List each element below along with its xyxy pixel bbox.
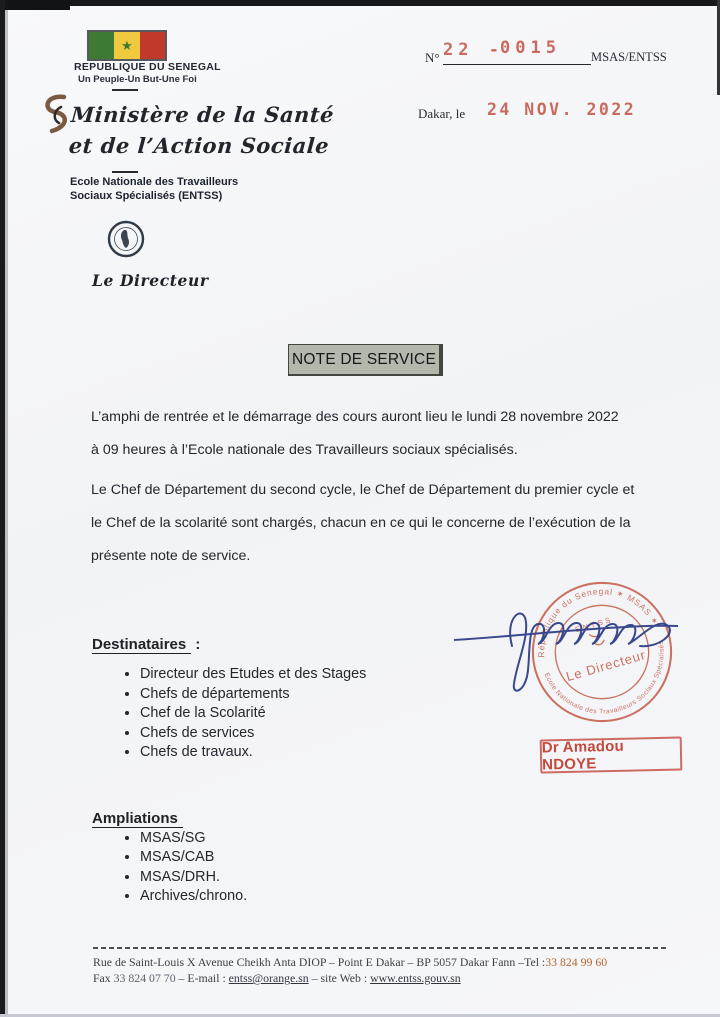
- paragraph-1-line2: à 09 heures à l’Ecole nationale des Travailleurs sociaux spécialisés.: [91, 442, 518, 458]
- list-item: • MSAS/CAB: [140, 848, 247, 867]
- school-name: [70, 176, 238, 203]
- list-item: • MSAS/SG: [140, 829, 247, 848]
- republic-title: REPUBLIQUE DU SENEGAL: [74, 61, 221, 73]
- scan-edge-top-left: [0, 0, 70, 10]
- paragraph-1-line1: L’amphi de rentrée et le démarrage des cours auront lieu le lundi 28 novembre 2022: [91, 409, 619, 425]
- reference-prefix: N°: [425, 50, 440, 65]
- footer-email-label: – E-mail :: [175, 971, 229, 985]
- reference-suffix: MSAS/ENTSS: [591, 50, 667, 64]
- scan-edge-left-shadow: [5, 0, 8, 1017]
- school-line1: Ecole Nationale des Travailleurs: [70, 176, 239, 188]
- destinataires-heading-colon: :: [191, 636, 201, 653]
- date-label: Dakar, le: [418, 106, 466, 121]
- document-title: NOTE DE SERVICE: [288, 344, 443, 376]
- director-signature: [452, 596, 682, 696]
- reference-number-stamp-2: 0015: [500, 38, 561, 58]
- director-label: Le Directeur: [92, 271, 209, 290]
- footer-website: www.entss.gouv.sn: [370, 971, 461, 985]
- reference-underline: [443, 64, 591, 65]
- ministry-line2: et de l’Action Sociale: [68, 133, 331, 158]
- director-name-stamp: Dr Amadou NDOYE: [540, 737, 683, 774]
- senegal-flag: [87, 30, 167, 61]
- flag-red-band: [140, 32, 165, 59]
- footer-address: Rue de Saint-Louis X Avenue Cheikh Anta DIOP – Point E Dakar – BP 5057 Dakar Fann –Tel :: [93, 955, 546, 969]
- paragraph-2-line1: Le Chef de Département du second cycle, le Chef de Département du premier cycle et: [91, 482, 635, 498]
- scan-edge-top: [0, 0, 720, 6]
- destinataires-heading-text: Destinataires: [92, 636, 191, 654]
- divider: [112, 171, 138, 173]
- destinataires-heading: [92, 636, 200, 653]
- list-item: • Chefs de services: [140, 724, 366, 744]
- national-motto: Un Peuple-Un But-Une Foi: [78, 74, 197, 85]
- school-line2: Sociaux Spécialisés (ENTSS): [70, 189, 223, 202]
- footer: [93, 947, 669, 986]
- reference-number-stamp: 22 -: [443, 40, 504, 60]
- footer-web-label: – site Web :: [308, 971, 371, 985]
- footer-fax-label: Fax: [93, 971, 114, 985]
- footer-phone: 33 824 99 60: [545, 955, 608, 969]
- ampliations-list: [122, 829, 247, 907]
- divider: [112, 89, 138, 91]
- entss-seal-icon: [106, 219, 146, 259]
- list-item: • Directeur des Etudes et des Stages: [140, 665, 366, 685]
- footer-email: entss@orange.sn: [228, 971, 309, 985]
- msas-ministry-icon: [38, 94, 74, 134]
- destinataires-list: [122, 665, 366, 763]
- footer-fax-number: 33 824 07 70: [113, 971, 176, 985]
- list-item: • Chef de la Scolarité: [140, 704, 366, 724]
- date-stamp: 24 NOV. 2022: [487, 100, 637, 119]
- ministry-line1: Ministère de la Santé: [70, 102, 335, 127]
- stamp-entss-text: ENTSS: [574, 614, 615, 635]
- ampliations-heading-text: Ampliations: [92, 810, 183, 828]
- list-item: • Archives/chrono.: [140, 887, 247, 906]
- flag-star-icon: ★: [114, 32, 139, 59]
- paragraph-1: [91, 401, 619, 467]
- footer-divider: [93, 947, 669, 949]
- stamp-arc-top-text: République du Senegal ✶ MSAS ✶: [536, 586, 661, 658]
- paragraph-2-line2: le Chef de la scolarité sont chargés, chacun en ce qui le concerne de l’exécution de la: [91, 515, 631, 531]
- footer-contact-line: [93, 970, 669, 986]
- paragraph-2-line3: présente note de service.: [91, 548, 251, 564]
- list-item: • MSAS/DRH.: [140, 868, 247, 887]
- paragraph-2: [91, 474, 634, 573]
- stamp-directeur-text: Le Directeur: [564, 647, 648, 685]
- ministry-name: [68, 99, 335, 161]
- stamp-arc-bottom-text: Ecole Nationale des Travailleurs Sociaux Spécialisés: [542, 639, 666, 716]
- list-item: • Chefs de départements: [140, 685, 366, 705]
- flag-green-band: [89, 32, 114, 59]
- ampliations-heading: [92, 810, 183, 827]
- footer-address-line: [93, 954, 669, 970]
- list-item: • Chefs de travaux.: [140, 743, 366, 763]
